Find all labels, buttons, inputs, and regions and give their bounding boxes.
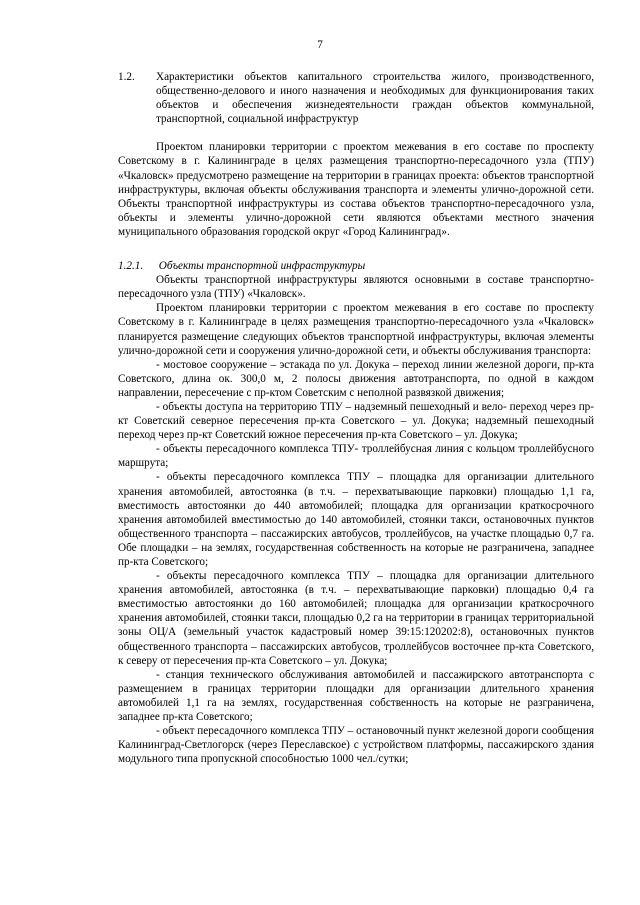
section-heading (118, 70, 594, 126)
list-item-trolleybus: - объекты пересадочного комплекса ТПУ- троллейбусная линия с кольцом троллейбусного маршрута; (118, 443, 594, 470)
subsection-heading (118, 259, 594, 273)
spacer (118, 239, 594, 253)
paragraph-1: Объекты транспортной инфраструктуры являются основными в составе транспортно-пересадочного узла (ТПУ) «Чкаловск». (118, 274, 594, 301)
list-item-parking-west: - объекты пересадочного комплекса ТПУ – площадка для организации длительного хранения автомобилей, автостоянка (в т.ч. – перехватывающие парковки) площадью 1,1 га, вместимость автостоянки до 440 автомобилей; площадка для организации краткосрочного хранения автомобилей вместимостью до 140 автомобилей, стоянки такси, остановочных пунктов общественного транспорта – пассажирских автобусов, троллейбусов, на участке площадью 0,7 га. Обе площадки – на землях, государственная собственность на которые не разграничена, западнее пр-кта Советского; (118, 471, 594, 568)
document-body (118, 70, 594, 766)
list-item-access: - объекты доступа на территорию ТПУ – надземный пешеходный и вело- переход через пр-кт Советский северное пересечения пр-кта Советского – ул. Докука; надземный пешеходный переход через пр-кт Советский южное пересечения пр-кта Советского – ул. Докука; (118, 400, 594, 442)
list-item-railway-stop: - объект пересадочного комплекса ТПУ – остановочный пункт железной дороги сообщения Калининград-Светлогорск (через Переславское) с устройством платформы, пассажирского здания модульного типа пропускной способностью 1000 чел./сутки; (118, 725, 594, 766)
paragraph-2: Проектом планировки территории с проектом межевания в его составе по проспекту Советскому в г. Калининграде в целях размещения транспортно-пересадочного узла «Чкаловск» планируется размещение следующих объектов транспортной инфраструктуры, включая элементы улично-дорожной сети и сооружения улично-дорожной сети, и объекты обслуживания транспорта: (118, 302, 594, 357)
list-item-service-station: - станция технического обслуживания автомобилей и пассажирского автотранспорта с размещением в границах территории площадки для организации длительного хранения автомобилей 1,1 га на землях, государственная собственность на которые не разграничена, западнее пр-кта Советского; (118, 668, 594, 724)
section-title: Характеристики объектов капитального строительства жилого, производственного, общественно-делового и иного назначения и необходимых для функционирования таких объектов и обеспечения жизнедеятельности граждан объектов коммунальной, транспортной, социальной инфраструктур (156, 71, 594, 126)
intro-paragraph: Проектом планировки территории с проектом межевания в его составе по проспекту Советскому в г. Калининграде в целях размещения транспортно-пересадочного узла (ТПУ) «Чкаловск» предусмотрено размещение на территории в границах проекта: объектов транспортной инфраструктуры, включая объекты обслуживания транспорта и элементы улично-дорожной сети. Объекты транспортной инфраструктуры из состава объектов транспортно-пересадочного узла, объекты и элементы улично-дорожной сети являются объектами местного значения муниципального образования городской округ «Город Калининград». (118, 141, 594, 238)
page-number: 7 (317, 39, 323, 51)
subsection-number: 1.2.1. (118, 260, 144, 273)
list-item-bridge: - мостовое сооружение – эстакада по ул. Докука – переход линии железной дороги, пр-кта Советского, длина ок. 300,0 м, 2 полосы движения автотранспорта, по одной в каждом направлении, пересечение с пр-ктом Советским с неполной развязкой движения; (118, 358, 594, 399)
subsection-title: Объекты транспортной инфраструктуры (158, 260, 366, 273)
section-number: 1.2. (118, 71, 135, 83)
spacer (118, 126, 594, 140)
list-item-parking-east: - объекты пересадочного комплекса ТПУ – площадка для организации длительного хранения автомобилей, автостоянка (в т.ч. – перехватывающие парковки) площадью 0,4 га вместимостью автостоянки до 160 автомобилей; площадка для организации краткосрочного хранения автомобилей, стоянки такси, площадью 0,2 га на территории в границах территориальной зоны ОЦ/А (земельный участок кадастровый номер 39:15:120202:8), остановочных пунктов общественного транспорта – пассажирских автобусов, троллейбусов восточнее пр-кта Советского, к северу от пересечения пр-кта Советского – ул. Докука; (118, 570, 594, 667)
